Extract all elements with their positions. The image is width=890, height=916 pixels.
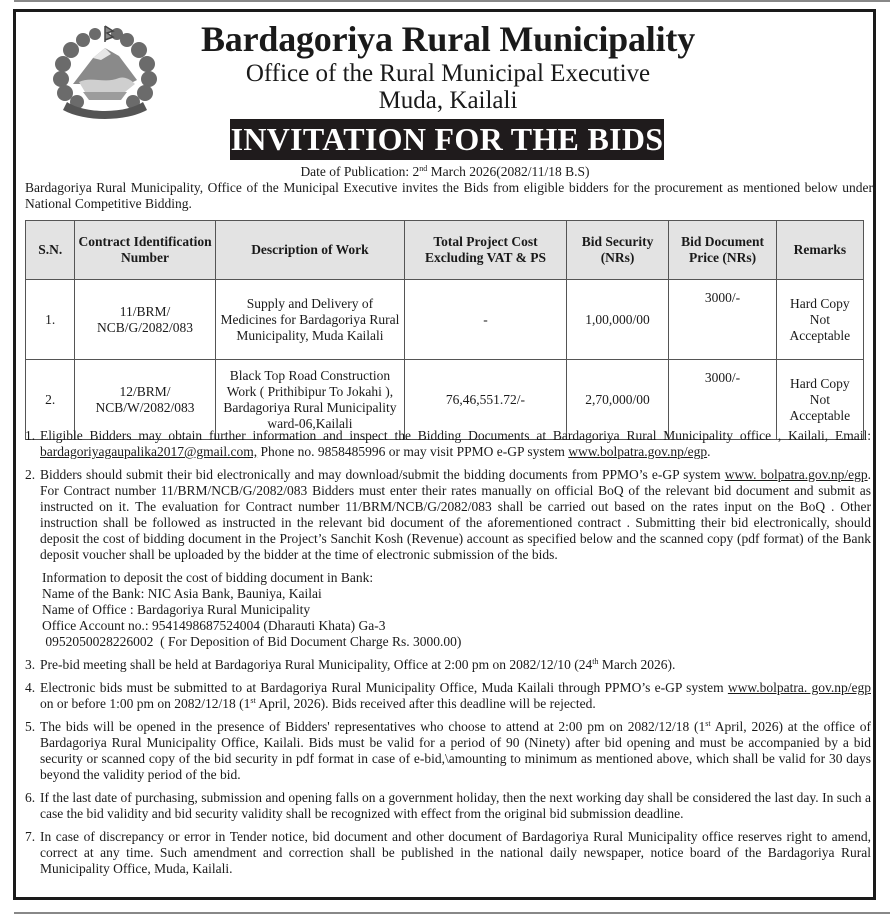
bids-table xyxy=(25,220,864,440)
egp-link[interactable]: www.bolpatra.gov.np/egp xyxy=(568,444,708,459)
email-link[interactable]: bardagoriyagaupalika2017@gmail.com, xyxy=(40,444,258,459)
note-2 xyxy=(25,467,871,563)
header-doc-price: Bid Document Price (NRs) xyxy=(669,221,776,280)
publication-date-sup: nd xyxy=(419,164,428,173)
cell-sn: 1. xyxy=(26,280,75,360)
note-text: Bidders should submit their bid electronically and may download/submit the bidding documents from PPMO’s e-GP system xyxy=(40,467,725,482)
note-number: 5. xyxy=(25,719,36,734)
note-number: 6. xyxy=(25,790,36,805)
note-body xyxy=(40,719,871,783)
note-text: Eligible Bidders may obtain further information and inspect the Bidding Documents at Bardagoriya Rural Municipality office , Kailali, Email: xyxy=(40,428,871,443)
note-1 xyxy=(25,428,871,460)
note-body: If the last date of purchasing, submission and opening falls on a government holiday, then the next working day shall be considered the last day. In such a case the bid validity and bid security validity shall be recognized with effect from the original bid submission deadline. xyxy=(40,790,871,821)
cell-bid-security: 2,70,000/00 xyxy=(566,360,669,440)
notes-list xyxy=(25,428,871,877)
municipality-title: Bardagoriya Rural Municipality xyxy=(200,19,695,59)
cell-doc-price: 3000/- xyxy=(669,360,776,440)
intro-paragraph: Bardagoriya Rural Municipality, Office of the Municipal Executive invites the Bids from eligible bidders for the procurement as mentioned below under National Competitive Bidding. xyxy=(25,180,873,211)
note-text: . xyxy=(707,444,711,459)
header-contract-id: Contract Identification Number xyxy=(75,221,215,280)
invitation-banner: INVITATION FOR THE BIDS xyxy=(230,119,664,160)
publication-date-prefix: Date of Publication: 2 xyxy=(300,164,420,179)
note-4 xyxy=(25,680,871,712)
cell-contract-id: 11/BRM/ NCB/G/2082/083 xyxy=(75,280,215,360)
office-name: Name of Office : Bardagoriya Rural Municipality xyxy=(42,602,311,617)
note-text: Phone no. 9858485996 or may visit PPMO e-GP system xyxy=(257,444,569,459)
header-remarks: Remarks xyxy=(776,221,863,280)
note-number: 4. xyxy=(25,680,36,695)
note-text: Electronic bids must be submitted to at Bardagoriya Rural Municipality Office, Muda Kailali through PPMO’s e-GP system xyxy=(40,680,728,695)
egp-link[interactable]: www. bolpatra.gov.np/egp xyxy=(724,467,868,482)
note-body xyxy=(40,680,871,712)
note-7 xyxy=(25,829,871,877)
publication-date-suffix: March 2026(2082/11/18 B.S) xyxy=(427,164,590,179)
cell-remarks: Hard Copy Not Acceptable xyxy=(776,280,863,360)
cell-sn: 2. xyxy=(26,360,75,440)
header-bid-security: Bid Security (NRs) xyxy=(566,221,669,280)
note-number: 2. xyxy=(25,467,36,482)
header-description: Description of Work xyxy=(215,221,405,280)
table-row xyxy=(26,280,864,360)
note-text: April, 2026) at the office of Bardagoriya Rural Municipality Office, Kailali. Bids must be valid for a period of 90 (Ninety) after bid opening and must be accompanied by a bid security or scanned copy of the bid security in pdf format in case of e-bid,\amounting to minimum as mentioned above, which shall be valid for 30 days beyond the validity period of the bid. xyxy=(40,719,872,782)
egp-link[interactable]: www.bolpatra. gov.np/egp xyxy=(727,680,872,695)
note-text: Pre-bid meeting shall be held at Bardagoriya Rural Municipality, Office at 2:00 pm on 2082/12/10 (24 xyxy=(40,657,593,672)
note-text: . For Contract number 11/BRM/NCB/G/2082/083 Bidders must enter their rates manually on official BoQ of the relevant bid document and submit as instructed on it. The evaluation for Contract number 11/BRM/NCB/G/2082/083 shall be carried out based on the rates input on the BoQ . Other instruction shall be followed as instructed in the relevant bid document of the aforementioned contract . Submitting their bid electronically, should deposit the cost of bidding document in the Project’s Sanchit Kosh (Revenue) account as specified below and the scanned copy (pdf format) of the Bank deposit voucher shall be uploaded by the bidder at the time of electronic submission of the bids. xyxy=(40,467,872,562)
note-body xyxy=(40,428,871,460)
note-body xyxy=(40,467,871,563)
note-number: 7. xyxy=(25,829,36,844)
note-body: In case of discrepancy or error in Tender notice, bid document and other document of Bardagoriya Rural Municipality office reserves right to amend, correct at any time. Such amendment and correction shall be published in the national daily newspaper, notice board of the Bardagoriya Rural Municipality Office, Muda, Kailali. xyxy=(40,829,871,876)
cell-contract-id: 12/BRM/ NCB/W/2082/083 xyxy=(75,360,215,440)
bottom-rule xyxy=(14,912,890,914)
cell-doc-price: 3000/- xyxy=(669,280,776,360)
deposit-account: 0952050028226002 ( For Deposition of Bid Document Charge Rs. 3000.00) xyxy=(42,634,462,649)
note-text: March 2026). xyxy=(598,657,676,672)
cell-remarks: Hard Copy Not Acceptable xyxy=(776,360,863,440)
office-subtitle: Office of the Rural Municipal Executive xyxy=(245,60,651,87)
note-number: 1. xyxy=(25,428,36,443)
note-number: 3. xyxy=(25,657,36,672)
note-sup: st xyxy=(705,719,711,728)
office-account: Office Account no.: 9541498687524004 (Dharauti Khata) Ga-3 xyxy=(42,618,386,633)
top-rule xyxy=(14,0,890,2)
cell-project-cost: 76,46,551.72/- xyxy=(405,360,566,440)
note-5 xyxy=(25,719,871,783)
note-6 xyxy=(25,790,871,822)
nepal-emblem-icon xyxy=(49,22,161,122)
note-body xyxy=(40,657,871,673)
header-project-cost: Total Project Cost Excluding VAT & PS xyxy=(405,221,566,280)
bank-info-heading: Information to deposit the cost of bidding document in Bank: xyxy=(42,570,374,585)
bank-name: Name of the Bank: NIC Asia Bank, Bauniya, Kailai xyxy=(42,586,322,601)
note-sup: th xyxy=(592,657,599,666)
table-header-row xyxy=(26,221,864,280)
note-text: on or before 1:00 pm on 2082/12/18 (1 xyxy=(40,696,251,711)
location-line: Muda, Kailali xyxy=(378,87,518,114)
note-text: The bids will be opened in the presence of Bidders' representatives who choose to attend at 2:00 pm on 2082/12/18 (1 xyxy=(40,719,706,734)
header-sn: S.N. xyxy=(26,221,75,280)
cell-description: Supply and Delivery of Medicines for Bardagoriya Rural Municipality, Muda Kailali xyxy=(215,280,405,360)
note-3 xyxy=(25,657,871,673)
bank-info xyxy=(42,570,871,650)
note-sup: st xyxy=(250,696,256,705)
cell-bid-security: 1,00,000/00 xyxy=(566,280,669,360)
cell-description: Black Top Road Construction Work ( Prithibipur To Jokahi ), Bardagoriya Rural Municipality ward-06,Kailali xyxy=(215,360,405,440)
publication-date xyxy=(0,164,890,180)
note-text: April, 2026). Bids received after this deadline will be rejected. xyxy=(255,696,596,711)
cell-project-cost: - xyxy=(405,280,566,360)
